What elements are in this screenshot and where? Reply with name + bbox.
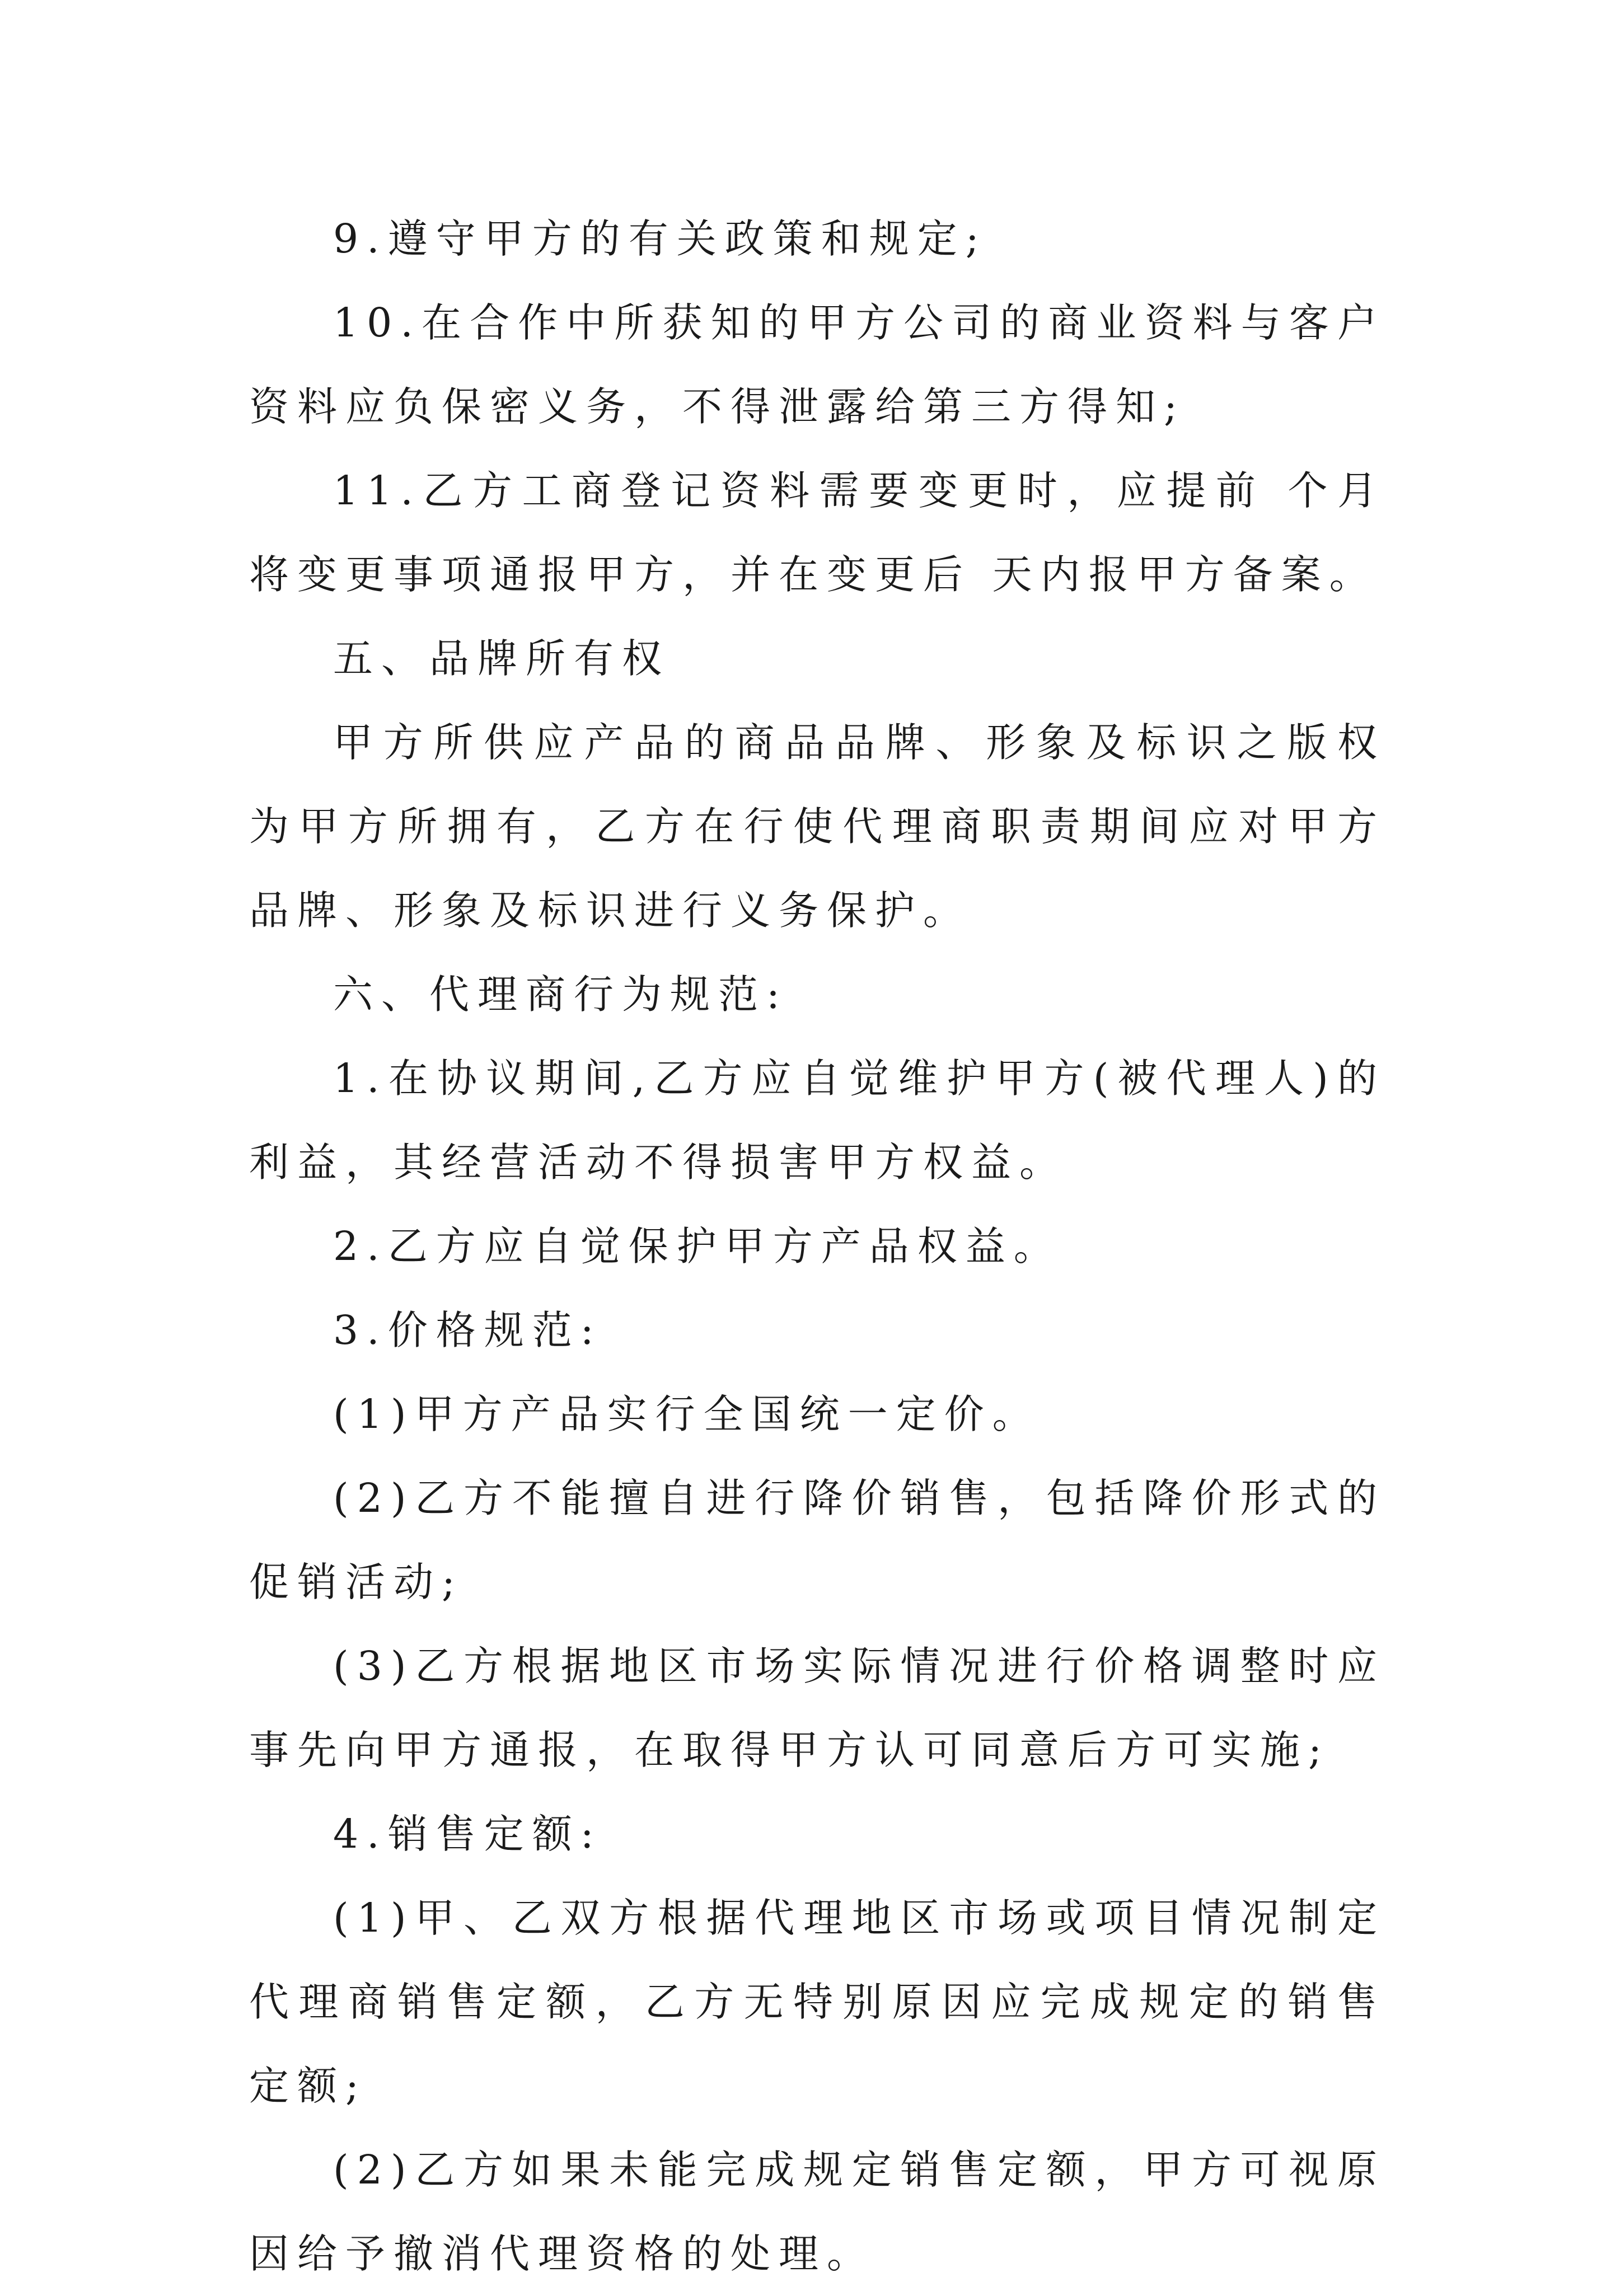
brand-ownership-text: 甲方所供应产品的商品品牌、形象及标识之版权为甲方所拥有，乙方在行使代理商职责期间应对甲方品牌、形象及标识进行义务保护。 bbox=[249, 719, 1385, 934]
section-heading-agent-conduct: 六、代理商行为规范: bbox=[333, 971, 788, 1018]
price-rule-3: (3)乙方根据地区市场实际情况进行价格调整时应事先向甲方通报，在取得甲方认可同意后方可实施; bbox=[249, 1643, 1385, 1773]
conduct-item-4-heading: 4.销售定额: bbox=[333, 1811, 602, 1857]
section-heading-brand-ownership: 五、品牌所有权 bbox=[333, 635, 671, 682]
price-rule-1: (1)甲方产品实行全国统一定价。 bbox=[333, 1391, 1041, 1437]
clause-11: 11.乙方工商登记资料需要变更时，应提前 个月将变更事项通报甲方，并在变更后 天内报甲方备案。 bbox=[249, 467, 1385, 598]
document-body bbox=[249, 197, 1385, 2296]
sales-quota-rule-1: (1)甲、乙双方根据代理地区市场或项目情况制定代理商销售定额，乙方无特别原因应完成规定的销售定额; bbox=[249, 1895, 1385, 2109]
clause-9: 9.遵守甲方的有关政策和规定; bbox=[333, 215, 987, 262]
sales-quota-rule-2: (2)乙方如果未能完成规定销售定额，甲方可视原因给予撤消代理资格的处理。 bbox=[249, 2147, 1385, 2277]
conduct-item-3-heading: 3.价格规范: bbox=[333, 1307, 602, 1353]
conduct-item-2: 2.乙方应自觉保护甲方产品权益。 bbox=[333, 1223, 1062, 1269]
conduct-item-1: 1.在协议期间,乙方应自觉维护甲方(被代理人)的利益，其经营活动不得损害甲方权益。 bbox=[249, 1055, 1385, 1186]
clause-10: 10.在合作中所获知的甲方公司的商业资料与客户资料应负保密义务，不得泄露给第三方得知; bbox=[249, 299, 1385, 430]
price-rule-2: (2)乙方不能擅自进行降价销售，包括降价形式的促销活动; bbox=[249, 1475, 1385, 1605]
